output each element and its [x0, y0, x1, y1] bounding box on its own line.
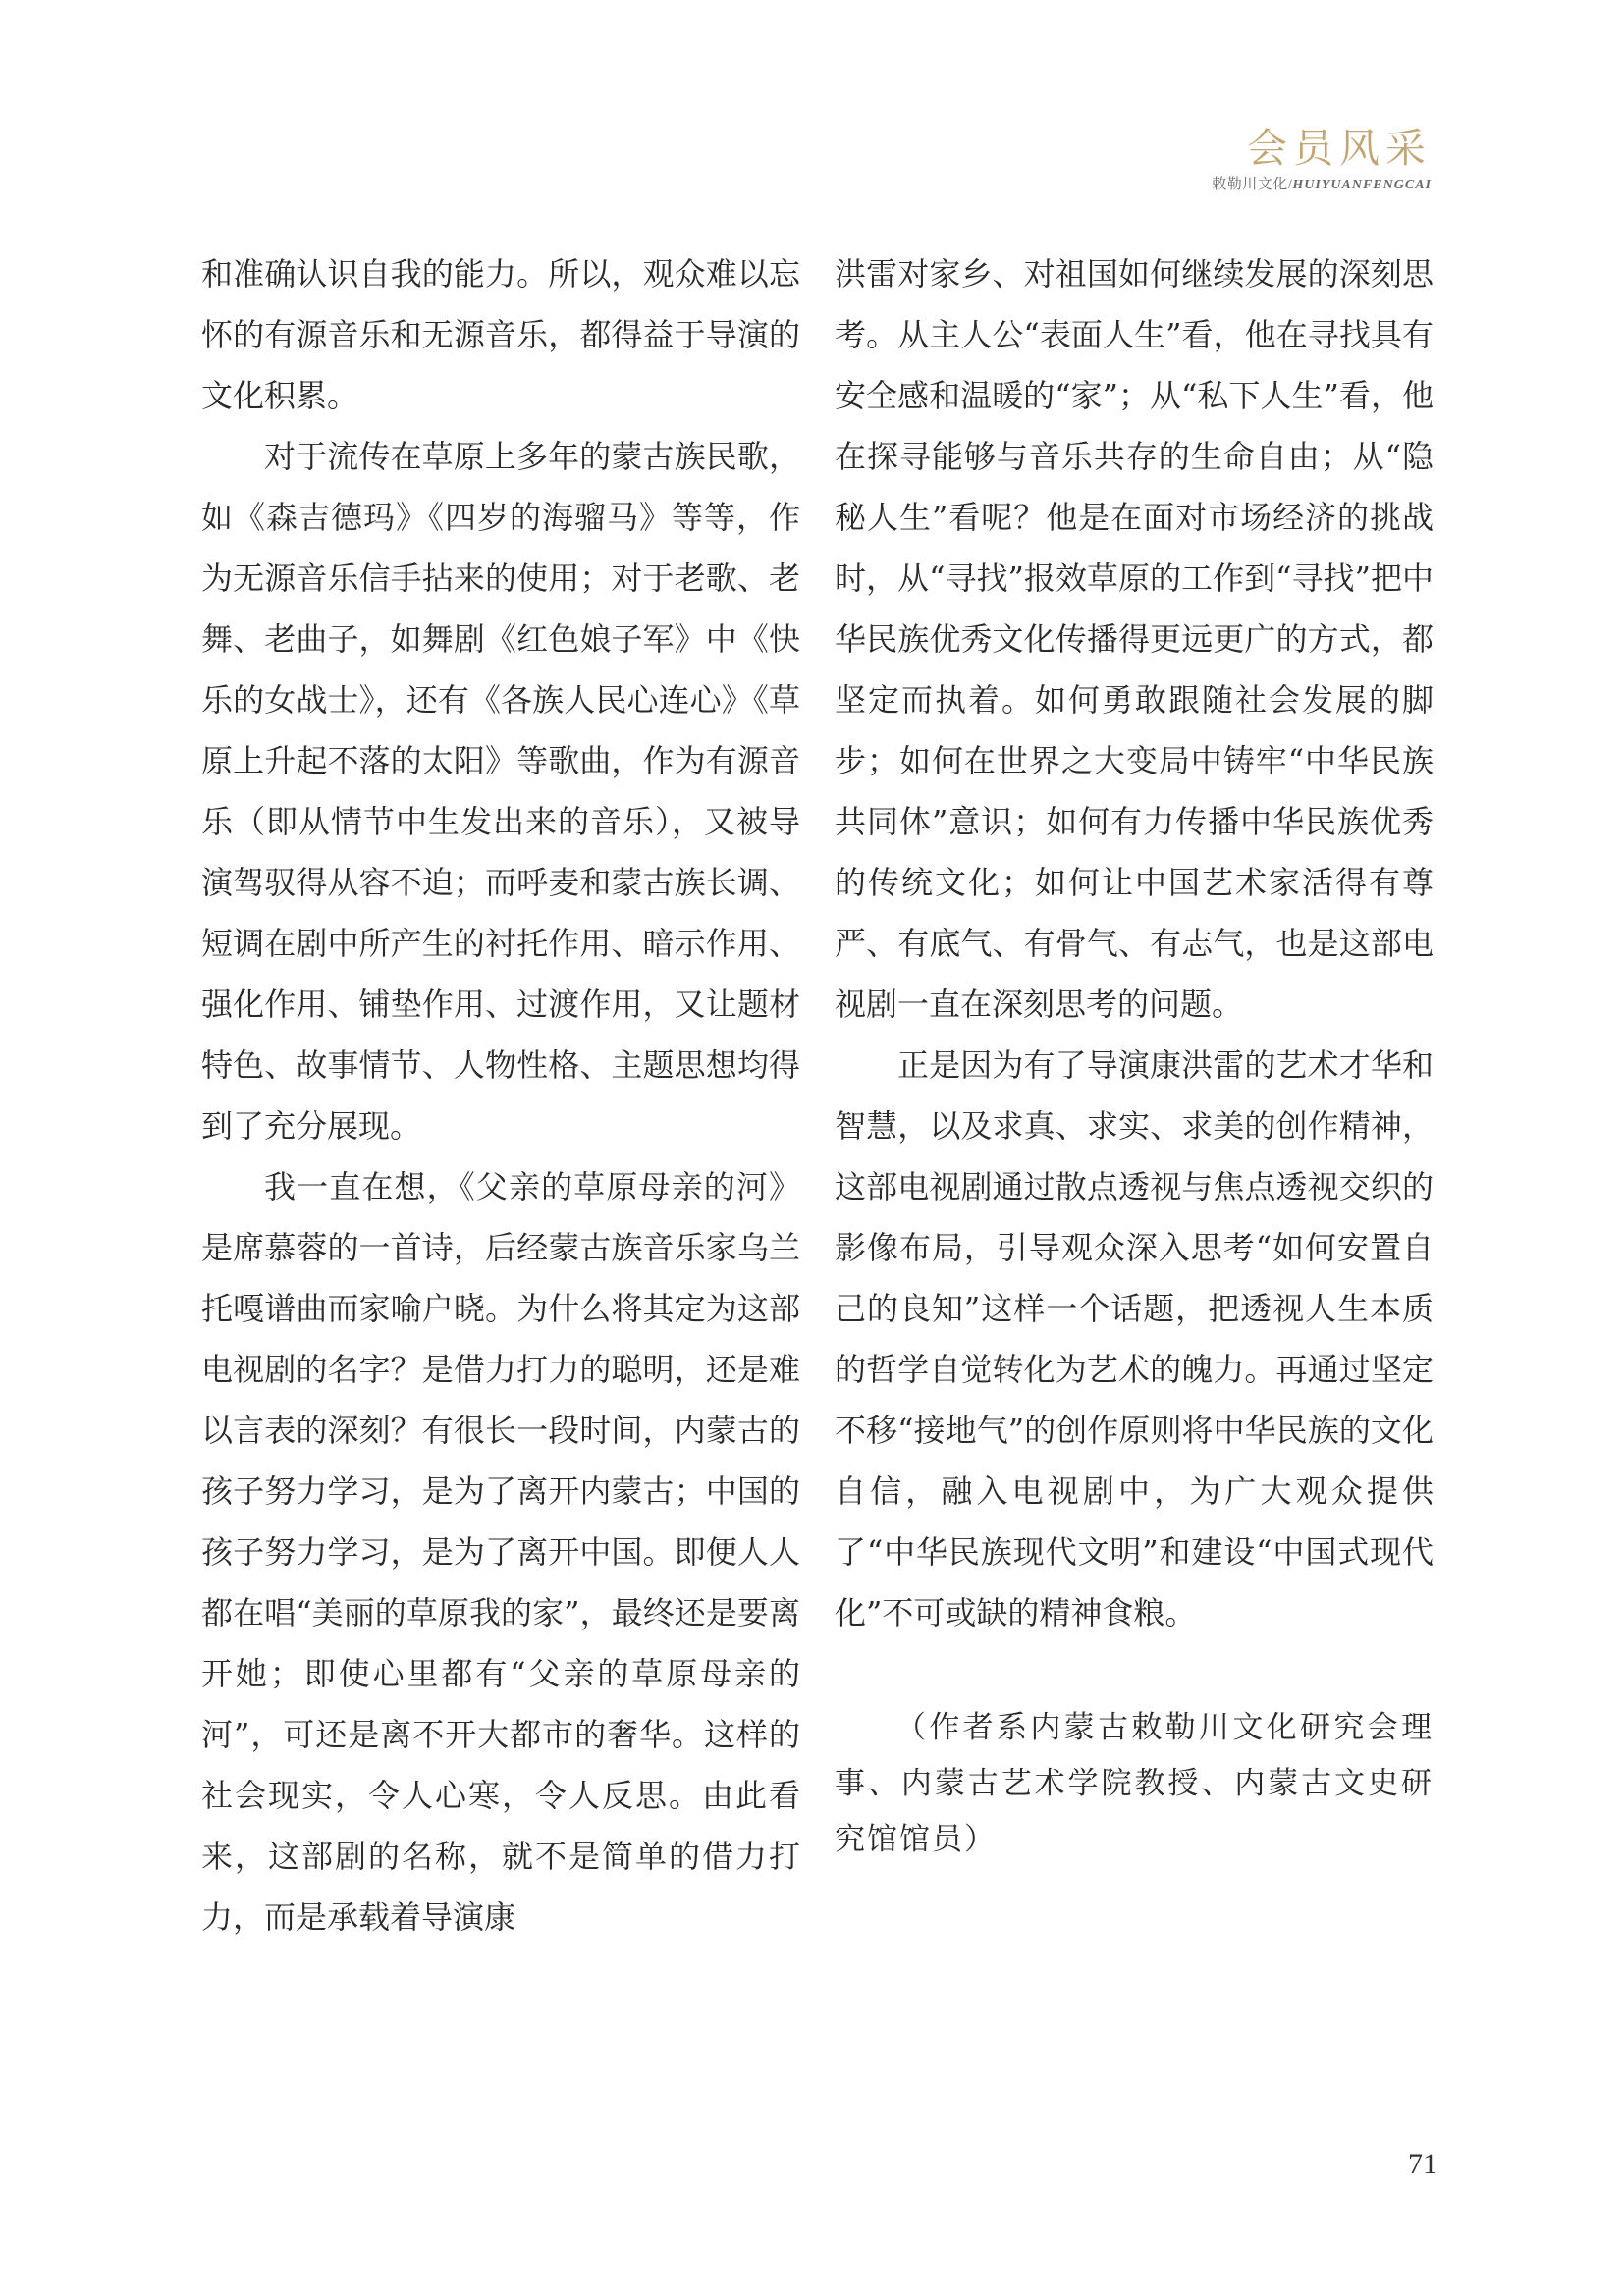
paragraph-conclusion: 正是因为有了导演康洪雷的艺术才华和智慧，以及求真、求实、求美的创作精神，这部电视剧通过散点透视与焦点透视交织的影像布局，引导观众深入思考“如何安置自己的良知”这样一个话题，把透视人生本质的哲学自觉转化为艺术的魄力。再通过坚定不移“接地气”的创作原则将中华民族的文化自信，融入电视剧中，为广大观众提供了“中华民族现代文明”和建设“中国式现代化”不可或缺的精神食粮。 [835, 1046, 1434, 1631]
paragraph-folk-songs: 对于流传在草原上多年的蒙古族民歌，如《森吉德玛》《四岁的海骝马》等等，作为无源音乐信手拈来的使用；对于老歌、老舞、老曲子，如舞剧《红色娘子军》中《快乐的女战士》，还有《各族人民心连心》《草原上升起不落的太阳》等歌曲，作为有源音乐（即从情节中生发出来的音乐），又被导演驾驭得从容不迫；而呼麦和蒙古族长调、短调在剧中所产生的衬托作用、暗示作用、强化作用、铺垫作用、过渡作用，又让题材特色、故事情节、人物性格、主题思想均得到了充分展现。 [201, 438, 800, 1145]
section-title: 会员风采 [1247, 125, 1432, 172]
subtitle-chinese: 敕勒川文化/ [1212, 177, 1293, 192]
subtitle-pinyin: HUIYUANFENGCAI [1292, 178, 1432, 192]
page-number: 71 [1408, 2148, 1437, 2180]
paragraph-continued: 和准确认识自我的能力。所以，观众难以忘怀的有源音乐和无源音乐，都得益于导演的文化积累。 [201, 255, 800, 414]
left-column [201, 243, 800, 1948]
right-column [835, 243, 1434, 1868]
paragraph-reflection: 洪雷对家乡、对祖国如何继续发展的深刻思考。从主人公“表面人生”看，他在寻找具有安全感和温暖的“家”；从“私下人生”看，他在探寻能够与音乐共存的生命自由；从“隐秘人生”看呢？他是在面对市场经济的挑战时，从“寻找”报效草原的工作到“寻找”把中华民族优秀文化传播得更远更广的方式，都坚定而执着。如何勇敢跟随社会发展的脚步；如何在世界之大变局中铸牢“中华民族共同体”意识；如何有力传播中华民族优秀的传统文化；如何让中国艺术家活得有尊严、有底气、有骨气、有志气，也是这部电视剧一直在深刻思考的问题。 [835, 255, 1434, 1023]
section-subtitle [1212, 173, 1432, 193]
author-note: （作者系内蒙古敕勒川文化研究会理事、内蒙古艺术学院教授、内蒙古文史研究馆馆员） [835, 1710, 1434, 1857]
paragraph-title-meaning: 我一直在想，《父亲的草原母亲的河》是席慕蓉的一首诗，后经蒙古族音乐家乌兰托嘎谱曲而家喻户晓。为什么将其定为这部电视剧的名字？是借力打力的聪明，还是难以言表的深刻？有很长一段时间，内蒙古的孩子努力学习，是为了离开内蒙古；中国的孩子努力学习，是为了离开中国。即便人人都在唱“美丽的草原我的家”，最终还是要离开她；即使心里都有“父亲的草原母亲的河”，可还是离不开大都市的奢华。这样的社会现实，令人心寒，令人反思。由此看来，这部剧的名称，就不是简单的借力打力，而是承载着导演康 [201, 1168, 800, 1936]
